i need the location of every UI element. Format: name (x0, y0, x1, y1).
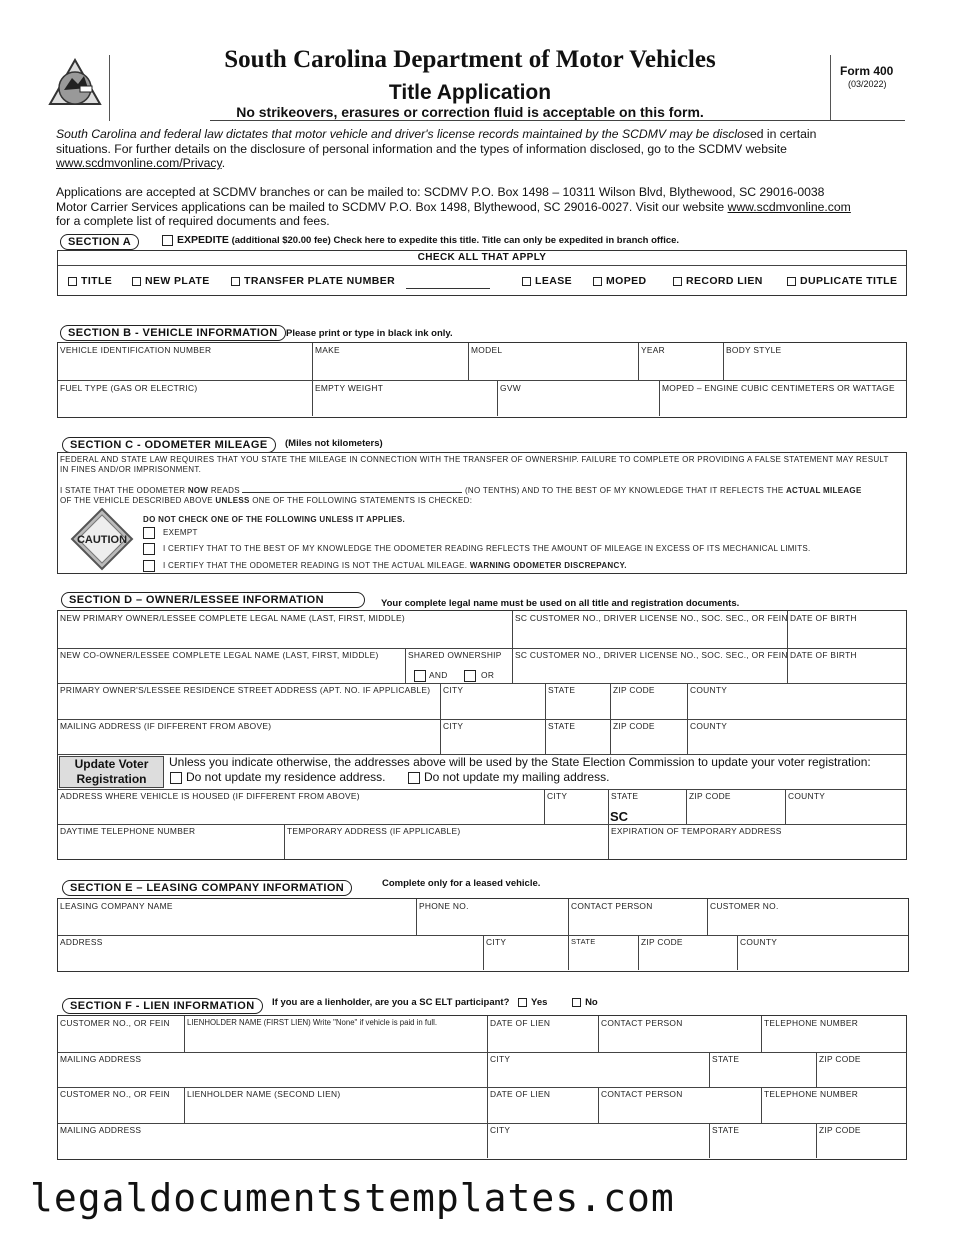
leasing-state[interactable]: STATE (571, 937, 596, 946)
year-field[interactable]: YEAR (641, 345, 666, 355)
mailing-zip[interactable]: ZIP CODE (613, 721, 655, 731)
section-e-box (57, 898, 909, 972)
option-duplicate-title[interactable]: DUPLICATE TITLE (787, 275, 897, 287)
or-option[interactable]: OR (464, 670, 494, 682)
lien2-city[interactable]: CITY (490, 1125, 511, 1135)
voter-badge: Update Voter Registration (59, 756, 164, 788)
lien2-state[interactable]: STATE (712, 1125, 740, 1135)
mailing-state[interactable]: STATE (548, 721, 576, 731)
temporary-expiration[interactable]: EXPIRATION OF TEMPORARY ADDRESS (611, 826, 782, 836)
section-c-box (57, 452, 907, 574)
housed-city[interactable]: CITY (547, 791, 568, 801)
option-transfer-plate[interactable]: TRANSFER PLATE NUMBER (231, 275, 395, 287)
no-update-residence[interactable]: Do not update my residence address. (170, 770, 385, 784)
exempt-option[interactable]: EXEMPT (143, 527, 198, 539)
section-d-note: Your complete legal name must be used on all title and registration documents. (381, 598, 740, 609)
elt-no[interactable]: No (572, 997, 598, 1008)
lien1-mailing-address[interactable]: MAILING ADDRESS (60, 1054, 142, 1064)
make-field[interactable]: MAKE (315, 345, 340, 355)
lien2-date[interactable]: DATE OF LIEN (490, 1089, 551, 1099)
section-a-label: SECTION A (60, 234, 139, 250)
odometer-reading-line[interactable] (242, 492, 462, 493)
section-c-note: (Miles not kilometers) (285, 438, 383, 449)
leasing-zip[interactable]: ZIP CODE (641, 937, 683, 947)
website-link[interactable]: www.scdmvonline.com (727, 199, 851, 214)
and-option[interactable]: AND (414, 670, 448, 682)
lien1-customer-no[interactable]: CUSTOMER NO., OR FEIN (60, 1018, 170, 1028)
residence-address[interactable]: PRIMARY OWNER'S/LESSEE RESIDENCE STREET ADDRESS (APT. NO. IF APPLICABLE) (60, 685, 431, 695)
primary-customer-no[interactable]: SC CUSTOMER NO., DRIVER LICENSE NO., SOC. SEC., OR FEIN (515, 613, 788, 623)
residence-zip[interactable]: ZIP CODE (613, 685, 655, 695)
section-b-box (57, 342, 907, 418)
section-c-label: SECTION C - ODOMETER MILEAGE (62, 437, 276, 453)
voter-text: Unless you indicate otherwise, the addresses above will be used by the State Election Commission to update your voter registration: (169, 755, 871, 769)
section-b-note: Please print or type in black ink only. (286, 328, 453, 339)
lien1-zip[interactable]: ZIP CODE (819, 1054, 861, 1064)
form-number: Form 400 (840, 64, 894, 78)
lien1-date[interactable]: DATE OF LIEN (490, 1018, 551, 1028)
lien2-zip[interactable]: ZIP CODE (819, 1125, 861, 1135)
temporary-address[interactable]: TEMPORARY ADDRESS (IF APPLICABLE) (287, 826, 461, 836)
scdmv-logo (48, 58, 102, 110)
housed-state-value: SC (610, 809, 629, 824)
housed-state[interactable]: STATE (611, 791, 639, 801)
gvw-field[interactable]: GVW (500, 383, 521, 393)
leasing-county[interactable]: COUNTY (740, 937, 778, 947)
expedite-checkbox[interactable] (162, 235, 173, 246)
housed-zip[interactable]: ZIP CODE (689, 791, 731, 801)
section-a-box (57, 250, 907, 296)
leasing-address[interactable]: ADDRESS (60, 937, 103, 947)
empty-weight-field[interactable]: EMPTY WEIGHT (315, 383, 384, 393)
lien2-customer-no[interactable]: CUSTOMER NO., OR FEIN (60, 1089, 170, 1099)
residence-state[interactable]: STATE (548, 685, 576, 695)
watermark: legaldocumentstemplates.com (30, 1176, 675, 1220)
do-not-check: DO NOT CHECK ONE OF THE FOLLOWING UNLESS IT APPLIES. (143, 515, 405, 524)
lien2-phone[interactable]: TELEPHONE NUMBER (764, 1089, 859, 1099)
section-d-box (57, 610, 907, 860)
form-title: Title Application (388, 81, 552, 104)
agency-name: South Carolina Department of Motor Vehicles (224, 46, 716, 73)
model-field[interactable]: MODEL (471, 345, 503, 355)
option-new-plate[interactable]: NEW PLATE (132, 275, 210, 287)
privacy-text: South Carolina and federal law dictates that motor vehicle and driver's license records maintained by the SCDMV may be disclosed in certain situations. For further details on the disclosure of personal information and the types of information disclosed, go to the SCDMV website www.scdmvonline.com/Privacy. (56, 127, 817, 170)
co-dob[interactable]: DATE OF BIRTH (790, 650, 857, 660)
shared-ownership: SHARED OWNERSHIP (408, 650, 502, 660)
lien1-contact[interactable]: CONTACT PERSON (601, 1018, 683, 1028)
section-f-label: SECTION F - LIEN INFORMATION (62, 998, 263, 1014)
lien1-state[interactable]: STATE (712, 1054, 740, 1064)
mailing-address[interactable]: MAILING ADDRESS (IF DIFFERENT FROM ABOVE) (60, 721, 272, 731)
primary-dob[interactable]: DATE OF BIRTH (790, 613, 857, 623)
application-text: Applications are accepted at SCDMV branches or can be mailed to: SCDMV P.O. Box 1498 – 10311 Wilson Blvd, Blythewood, SC 29016-0038 Motor Carrier Services applications can be mailed to SCDMV P.O. Box 1498, Blythewood, SC 29016-0027. Visit our website www.scdmvonline.com for a complete list of required documents and fees. (56, 185, 851, 228)
option-record-lien[interactable]: RECORD LIEN (673, 275, 763, 287)
co-owner-name[interactable]: NEW CO-OWNER/LESSEE COMPLETE LEGAL NAME (LAST, FIRST, MIDDLE) (60, 650, 379, 660)
privacy-link[interactable]: www.scdmvonline.com/Privacy (56, 156, 222, 170)
section-b-label: SECTION B - VEHICLE INFORMATION (60, 325, 286, 341)
body-style-field[interactable]: BODY STYLE (726, 345, 782, 355)
lien1-city[interactable]: CITY (490, 1054, 511, 1064)
co-customer-no[interactable]: SC CUSTOMER NO., DRIVER LICENSE NO., SOC. SEC., OR FEIN (515, 650, 788, 660)
no-update-mailing[interactable]: Do not update my mailing address. (408, 770, 609, 784)
residence-county[interactable]: COUNTY (690, 685, 728, 695)
section-f-box (57, 1015, 907, 1160)
section-e-note: Complete only for a leased vehicle. (382, 878, 541, 889)
section-e-label: SECTION E – LEASING COMPANY INFORMATION (62, 880, 352, 896)
not-actual-option[interactable]: I CERTIFY THAT THE ODOMETER READING IS NOT THE ACTUAL MILEAGE. WARNING ODOMETER DISCREPANCY. (143, 560, 627, 572)
vin-field[interactable]: VEHICLE IDENTIFICATION NUMBER (60, 345, 212, 355)
leasing-phone[interactable]: PHONE NO. (419, 901, 469, 911)
fuel-type-field[interactable]: FUEL TYPE (GAS OR ELECTRIC) (60, 383, 198, 393)
housed-address[interactable]: ADDRESS WHERE VEHICLE IS HOUSED (IF DIFFERENT FROM ABOVE) (60, 791, 360, 801)
lien1-name[interactable]: LIENHOLDER NAME (FIRST LIEN) Write "None" if vehicle is paid in full. (187, 1018, 438, 1027)
lien2-mailing-address[interactable]: MAILING ADDRESS (60, 1125, 142, 1135)
lien2-name[interactable]: LIENHOLDER NAME (SECOND LIEN) (187, 1089, 341, 1099)
mailing-county[interactable]: COUNTY (690, 721, 728, 731)
daytime-phone[interactable]: DAYTIME TELEPHONE NUMBER (60, 826, 196, 836)
caution-text: CAUTION (76, 534, 128, 546)
odometer-law: FEDERAL AND STATE LAW REQUIRES THAT YOU STATE THE MILEAGE IN CONNECTION WITH THE TRANSFER OF OWNERSHIP. FAILURE TO COMPLETE OR PROVIDING A FALSE STATEMENT MAY RESULT IN FINES AND/OR IMPRISONMENT. (60, 455, 889, 474)
leasing-contact[interactable]: CONTACT PERSON (571, 901, 653, 911)
lien2-contact[interactable]: CONTACT PERSON (601, 1089, 683, 1099)
odometer-statement: I STATE THAT THE ODOMETER NOW READS (NO TENTHS) AND TO THE BEST OF MY KNOWLEDGE THAT IT REFLECTS THE ACTUAL MILEAGE OF THE VEHICLE DESCRIBED ABOVE UNLESS ONE OF THE FOLLOWING STATEMENTS IS CHECKED: (60, 486, 862, 505)
elt-yes[interactable]: Yes (518, 997, 547, 1008)
form-date: (03/2022) (848, 79, 887, 89)
plate-number-line[interactable] (406, 288, 490, 289)
lien1-phone[interactable]: TELEPHONE NUMBER (764, 1018, 859, 1028)
option-moped[interactable]: MOPED (593, 275, 647, 287)
leasing-customer-no[interactable]: CUSTOMER NO. (710, 901, 779, 911)
option-title[interactable]: TITLE (68, 275, 112, 287)
leasing-city[interactable]: CITY (486, 937, 507, 947)
elt-question: If you are a lienholder, are you a SC ELT participant? Yes No (272, 997, 598, 1008)
mailing-city[interactable]: CITY (443, 721, 464, 731)
moped-cc-field[interactable]: MOPED – ENGINE CUBIC CENTIMETERS OR WATTAGE (662, 383, 895, 393)
excess-option[interactable]: I CERTIFY THAT TO THE BEST OF MY KNOWLEDGE THE ODOMETER READING REFLECTS THE AMOUNT OF MILEAGE IN EXCESS OF ITS MECHANICAL LIMITS. (143, 543, 811, 555)
leasing-company-name[interactable]: LEASING COMPANY NAME (60, 901, 173, 911)
residence-city[interactable]: CITY (443, 685, 464, 695)
check-all-label: CHECK ALL THAT APPLY (417, 252, 547, 263)
caution-icon (70, 507, 134, 571)
option-lease[interactable]: LEASE (522, 275, 572, 287)
expedite-row: EXPEDITE (additional $20.00 fee) Check here to expedite this title. Title can only be expedited in branch office. (162, 234, 679, 246)
primary-owner-name[interactable]: NEW PRIMARY OWNER/LESSEE COMPLETE LEGAL NAME (LAST, FIRST, MIDDLE) (60, 613, 405, 623)
section-d-label: SECTION D – OWNER/LESSEE INFORMATION (61, 592, 365, 608)
housed-county[interactable]: COUNTY (788, 791, 826, 801)
form-notice: No strikeovers, erasures or correction fluid is acceptable on this form. (236, 104, 704, 120)
